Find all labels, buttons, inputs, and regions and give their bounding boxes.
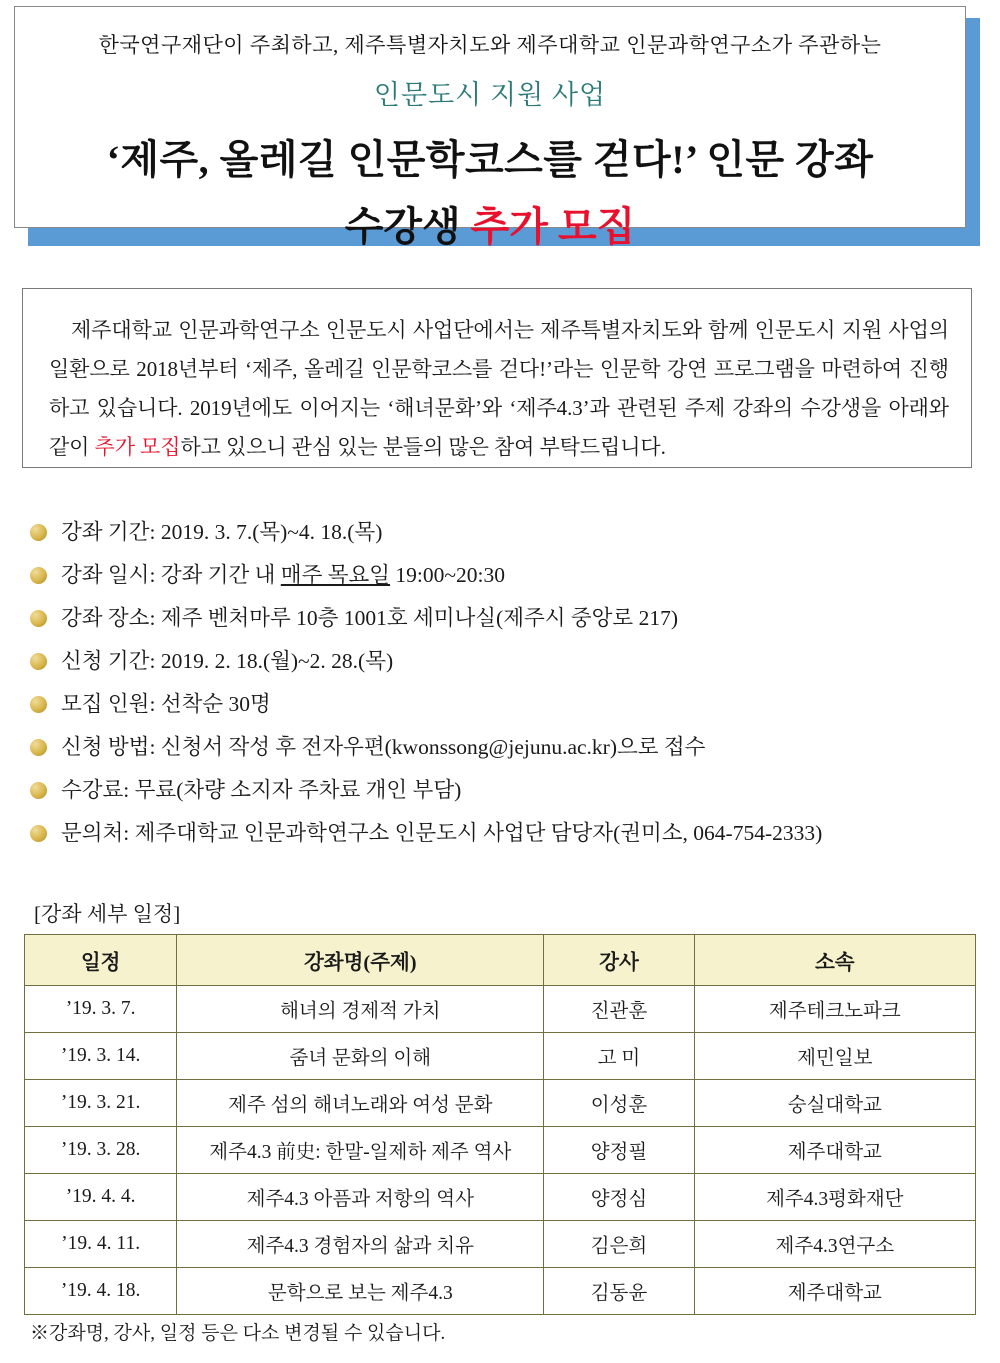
- info-list: [30, 518, 980, 862]
- bullet-icon: [30, 696, 47, 713]
- info-label: 모집 인원:: [61, 692, 161, 716]
- cell-lecturer: 이성훈: [544, 1080, 694, 1127]
- info-label: 신청 기간:: [61, 649, 161, 673]
- table-row: [25, 1174, 976, 1221]
- table-row: [25, 1033, 976, 1080]
- info-application-period: [61, 647, 980, 675]
- bullet-icon: [30, 524, 47, 541]
- cell-date: ’19. 4. 18.: [25, 1268, 177, 1315]
- intro-paragraph: [49, 311, 949, 467]
- bullet-icon: [30, 653, 47, 670]
- table-row: [25, 1127, 976, 1174]
- info-value: 강좌 기간 내: [160, 563, 281, 587]
- info-contact: [61, 819, 980, 847]
- cell-organization: 숭실대학교: [694, 1080, 975, 1127]
- list-item: [30, 819, 980, 847]
- info-label: 강좌 일시:: [61, 563, 161, 587]
- list-item: [30, 776, 980, 804]
- cell-organization: 제주4.3연구소: [694, 1221, 975, 1268]
- table-row: [25, 986, 976, 1033]
- list-item: [30, 604, 980, 632]
- info-datetime: [61, 561, 980, 589]
- info-value: 2019. 3. 7.(목)~4. 18.(목): [160, 520, 383, 544]
- cell-topic: 제주4.3 경험자의 삶과 치유: [177, 1221, 544, 1268]
- info-label: 강좌 장소:: [61, 606, 161, 630]
- list-item: [30, 561, 980, 589]
- bullet-icon: [30, 610, 47, 627]
- list-item: [30, 690, 980, 718]
- table-header-row: [25, 935, 976, 986]
- cell-lecturer: 고 미: [544, 1033, 694, 1080]
- info-label: 문의처:: [61, 821, 135, 845]
- cell-date: ’19. 3. 14.: [25, 1033, 177, 1080]
- info-value: 선착순 30명: [160, 692, 271, 716]
- title-line-main: ‘제주, 올레길 인문학코스를 걷다!’ 인문 강좌: [106, 137, 874, 182]
- cell-organization: 제주대학교: [694, 1127, 975, 1174]
- title-line-host: 한국연구재단이 주최하고, 제주특별자치도와 제주대학교 인문과학연구소가 주관하는: [98, 33, 882, 57]
- schedule-footnote: ※강좌명, 강사, 일정 등은 다소 변경될 수 있습니다.: [30, 1323, 446, 1344]
- table-row: [25, 1221, 976, 1268]
- cell-lecturer: 양정심: [544, 1174, 694, 1221]
- column-header-lecturer: 강사: [544, 935, 694, 986]
- intro-box: [22, 288, 972, 468]
- info-value: 무료(차량 소지자 주차료 개인 부담): [134, 778, 462, 802]
- column-header-organization: 소속: [694, 935, 975, 986]
- info-value: 제주 벤처마루 10층 1001호 세미나실(제주시 중앙로 217): [160, 606, 678, 630]
- bullet-icon: [30, 567, 47, 584]
- cell-topic: 줌녀 문화의 이해: [177, 1033, 544, 1080]
- table-row: [25, 1268, 976, 1315]
- column-header-date: 일정: [25, 935, 177, 986]
- title-line-recruit: [15, 195, 965, 252]
- cell-topic: 해녀의 경제적 가치: [177, 986, 544, 1033]
- info-value: 제주대학교 인문과학연구소 인문도시 사업단 담당자(권미소, 064-754-2333): [134, 821, 823, 845]
- table-row: [25, 1080, 976, 1127]
- cell-topic: 제주4.3 아픔과 저항의 역사: [177, 1174, 544, 1221]
- cell-lecturer: 김동윤: [544, 1268, 694, 1315]
- cell-lecturer: 김은희: [544, 1221, 694, 1268]
- cell-date: ’19. 3. 28.: [25, 1127, 177, 1174]
- info-value-2: 19:00~20:30: [390, 563, 505, 587]
- cell-organization: 제주대학교: [694, 1268, 975, 1315]
- cell-date: ’19. 3. 7.: [25, 986, 177, 1033]
- list-item: [30, 518, 980, 546]
- bullet-icon: [30, 825, 47, 842]
- intro-highlight: 추가 모집: [94, 435, 181, 459]
- schedule-table: [24, 934, 976, 1315]
- bullet-icon: [30, 739, 47, 756]
- cell-organization: 제민일보: [694, 1033, 975, 1080]
- info-value-underlined: 매주 목요일: [280, 563, 391, 587]
- info-label: 수강료:: [61, 778, 135, 802]
- intro-part2: 하고 있으니 관심 있는 분들의 많은 참여 부탁드립니다.: [180, 435, 666, 459]
- list-item: [30, 733, 980, 761]
- info-how-to-apply: [61, 733, 980, 761]
- info-label: 신청 방법:: [61, 735, 161, 759]
- column-header-topic: 강좌명(주제): [177, 935, 544, 986]
- info-capacity: [61, 690, 980, 718]
- cell-topic: 제주4.3 前史: 한말-일제하 제주 역사: [177, 1127, 544, 1174]
- cell-topic: 제주 섬의 해녀노래와 여성 문화: [177, 1080, 544, 1127]
- info-value: 2019. 2. 18.(월)~2. 28.(목): [160, 649, 394, 673]
- cell-date: ’19. 4. 4.: [25, 1174, 177, 1221]
- title-recruit-highlight: 추가 모집: [470, 204, 636, 249]
- list-item: [30, 647, 980, 675]
- cell-date: ’19. 3. 21.: [25, 1080, 177, 1127]
- title-line-program: 인문도시 지원 사업: [373, 80, 607, 110]
- title-recruit-prefix: 수강생: [344, 204, 471, 249]
- cell-date: ’19. 4. 11.: [25, 1221, 177, 1268]
- title-banner: [0, 0, 1000, 249]
- info-fee: [61, 776, 980, 804]
- info-period: [61, 518, 980, 546]
- info-venue: [61, 604, 980, 632]
- cell-organization: 제주테크노파크: [694, 986, 975, 1033]
- schedule-heading: [강좌 세부 일정]: [34, 902, 181, 926]
- info-label: 강좌 기간:: [61, 520, 161, 544]
- cell-lecturer: 양정필: [544, 1127, 694, 1174]
- cell-organization: 제주4.3평화재단: [694, 1174, 975, 1221]
- bullet-icon: [30, 782, 47, 799]
- title-banner-box: [14, 6, 966, 249]
- intro-part1: 제주대학교 인문과학연구소 인문도시 사업단에서는 제주특별자치도와 함께 인문도시 지원 사업의 일환으로 2018년부터 ‘제주, 올레길 인문학코스를 걷다!’라는 인문학 강연 프로그램을 마련하여 진행하고 있습니다. 2019년에도 이어지는 ‘해녀문화’와 ‘제주4.3’과 관련된 주제 강좌의 수강생을 아래와 같이: [49, 318, 949, 459]
- cell-topic: 문학으로 보는 제주4.3: [177, 1268, 544, 1315]
- info-value: 신청서 작성 후 전자우편(kwonssong@jejunu.ac.kr)으로 접수: [160, 735, 706, 759]
- cell-lecturer: 진관훈: [544, 986, 694, 1033]
